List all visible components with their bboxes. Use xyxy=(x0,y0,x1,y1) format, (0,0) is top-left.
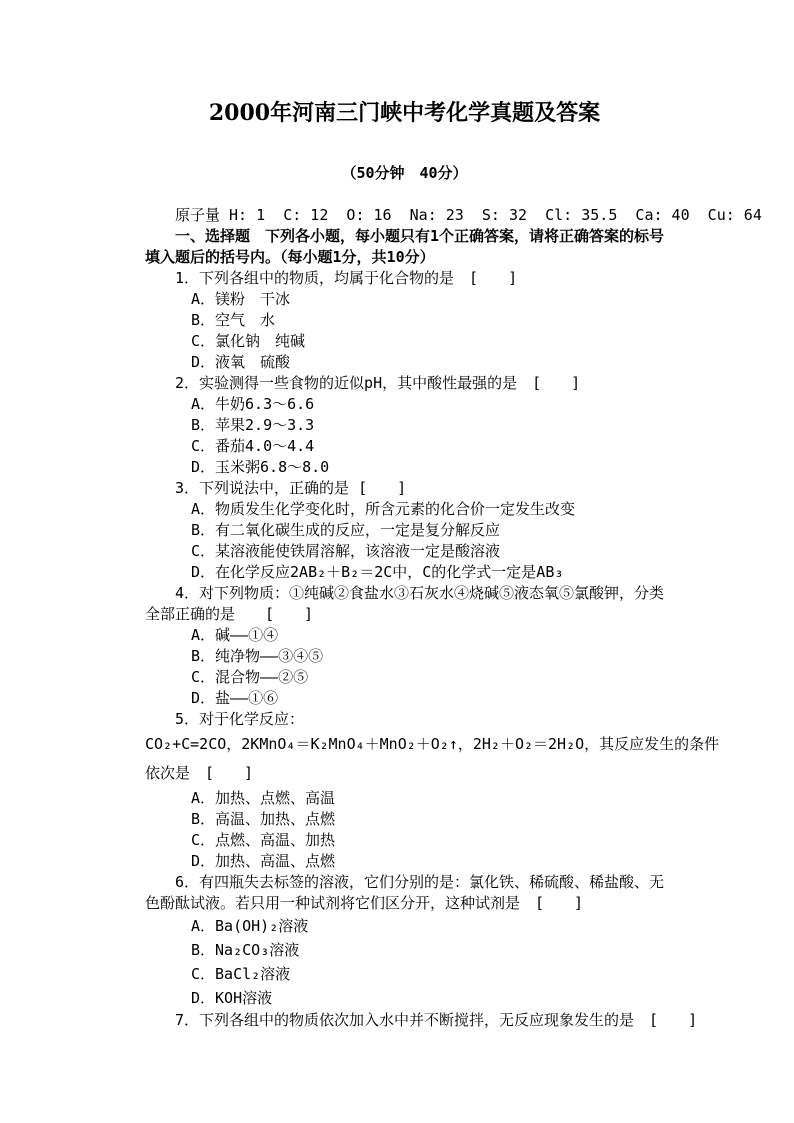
question-7-stem: 7．下列各组中的物质依次加入水中并不断搅拌，无反应现象发生的是 [ ] xyxy=(175,1011,698,1029)
question-2-option-b: B．苹果2.9～3.3 xyxy=(191,416,315,434)
question-2-option-a: A．牛奶6.3～6.6 xyxy=(191,395,315,413)
question-3-option-b: B．有二氧化碳生成的反应，一定是复分解反应 xyxy=(191,521,501,539)
question-2-option-c: C．番茄4.0～4.4 xyxy=(191,437,315,455)
question-2-option-d: D．玉米粥6.8～8.0 xyxy=(191,458,330,476)
question-4-stem-line-2: 全部正确的是 [ ] xyxy=(145,605,314,623)
question-4-option-a: A．碱——①④ xyxy=(191,626,279,644)
question-6-option-a: A．Ba(OH)₂溶液 xyxy=(191,917,309,935)
page-title: 2000年河南三门峡中考化学真题及答案 xyxy=(208,100,601,126)
question-5-option-c: C．点燃、高温、加热 xyxy=(191,831,336,849)
question-1-option-d: D．液氧 硫酸 xyxy=(191,353,291,371)
question-6-stem-line-2: 色酚酞试液。若只用一种试剂将它们区分开，这种试剂是 [ ] xyxy=(145,894,584,912)
question-5-option-a: A．加热、点燃、高温 xyxy=(191,789,336,807)
atomic-masses-line: 原子量 H: 1 C: 12 O: 16 Na: 23 S: 32 Cl: 35.5 Ca: 40 Cu: 64 xyxy=(175,206,762,224)
question-3-option-a: A．物质发生化学变化时，所含元素的化合价一定发生改变 xyxy=(191,500,576,518)
question-4-stem-line-1: 4．对下列物质：①纯碱②食盐水③石灰水④烧碱⑤液态氧⑤氯酸钾，分类 xyxy=(175,584,665,602)
question-5-stem-line-2: 依次是 [ ] xyxy=(145,764,254,782)
question-3-stem: 3．下列说法中，正确的是 [ ] xyxy=(175,479,407,497)
section-heading-line-2: 填入题后的括号内。（每小题1分，共10分） xyxy=(145,248,435,266)
question-2-stem: 2．实验测得一些食物的近似pH，其中酸性最强的是 [ ] xyxy=(175,374,581,392)
question-4-option-c: C．混合物——②⑤ xyxy=(191,668,309,686)
question-1-option-a: A．镁粉 干冰 xyxy=(191,290,291,308)
question-1-stem: 1．下列各组中的物质，均属于化合物的是 [ ] xyxy=(175,269,518,287)
question-4-option-b: B．纯净物——③④⑤ xyxy=(191,647,324,665)
question-1-option-b: B．空气 水 xyxy=(191,311,276,329)
question-6-option-c: C．BaCl₂溶液 xyxy=(191,965,291,983)
question-3-option-d: D．在化学反应2AB₂＋B₂＝2C中，C的化学式一定是AB₃ xyxy=(191,563,564,581)
question-5-stem-line-1: 5．对于化学反应： xyxy=(175,710,305,728)
question-6-option-b: B．Na₂CO₃溶液 xyxy=(191,941,300,959)
question-6-stem-line-1: 6．有四瓶失去标签的溶液，它们分别的是：氯化铁、稀硫酸、稀盐酸、无 xyxy=(175,873,665,891)
question-5-option-d: D．加热、高温、点燃 xyxy=(191,852,336,870)
question-5-option-b: B．高温、加热、点燃 xyxy=(191,810,336,828)
question-5-equations: CO₂+C=2CO，2KMnO₄＝K₂MnO₄＋MnO₂＋O₂↑，2H₂＋O₂＝2H₂O，其反应发生的条件 xyxy=(145,735,720,753)
question-6-option-d: D．KOH溶液 xyxy=(191,989,273,1007)
question-4-option-d: D．盐——①⑥ xyxy=(191,689,279,707)
section-heading-line-1: 一、选择题 下列各小题，每小题只有1个正确答案，请将正确答案的标号 xyxy=(175,227,665,245)
question-1-option-c: C．氯化钠 纯碱 xyxy=(191,332,306,350)
exam-duration-score: （50分钟 40分） xyxy=(341,164,468,182)
question-3-option-c: C．某溶液能使铁屑溶解，该溶液一定是酸溶液 xyxy=(191,542,501,560)
